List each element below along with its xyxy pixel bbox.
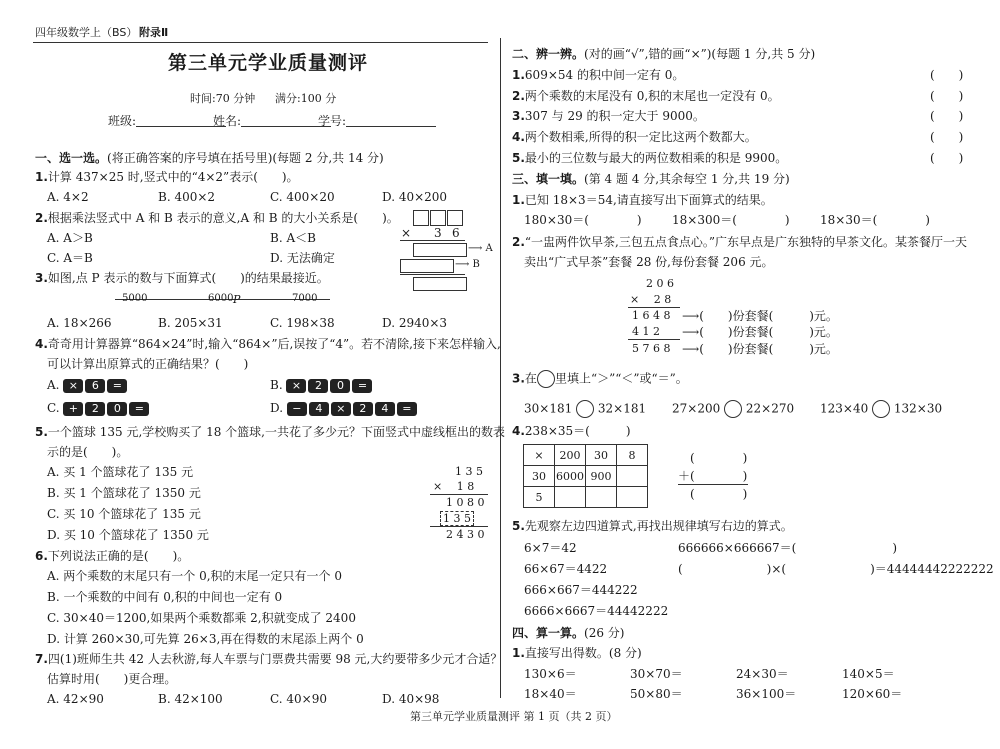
q1-3-option-b[interactable]: B. 205×31 xyxy=(158,316,223,330)
book-tag: 四年级数学上（BS） xyxy=(35,26,138,39)
section-3-heading: 三、填一填。(第 4 题 4 分,其余每空 1 分,共 19 分) xyxy=(512,172,790,186)
q3-5: 5.先观察左边四道算式,再找出规律填写右边的算式。 xyxy=(512,519,793,533)
q3-1-expr-1[interactable]: 180×30＝( ) xyxy=(524,213,642,227)
q1-2-option-c[interactable]: C. A＝B xyxy=(47,251,93,265)
q1-7-option-b[interactable]: B. 42×100 xyxy=(158,692,223,706)
q1-4-option-c[interactable]: C. + 2 0 = xyxy=(47,402,151,416)
pattern-3: 666×667＝444222 xyxy=(524,583,638,597)
q1-2-option-d[interactable]: D. 无法确定 xyxy=(270,251,335,265)
pattern-answer-1[interactable]: 666666×666667＝( ) xyxy=(678,541,898,555)
q1-5-line2: 示的是( )。 xyxy=(47,445,129,459)
q1-2-option-b[interactable]: B. A＜B xyxy=(270,231,316,245)
q1-5: 5.一个篮球 135 元,学校购买了 18 个篮球,一共花了多少元？下面竖式中虚线框出的数表 xyxy=(35,425,505,439)
area-model-grid: × 200 30 8 30 6000 900 5 xyxy=(523,444,648,508)
judge-answer-paren[interactable]: ( ) xyxy=(930,109,964,123)
column-divider xyxy=(500,38,501,698)
oral-calc[interactable]: 130×6＝ xyxy=(524,667,577,681)
page-footer: 第三单元学业质量测评 第 1 页（共 2 页） xyxy=(410,710,618,723)
section-1-heading: 一、选一选。(将正确答案的序号填在括号里)(每题 2 分,共 14 分) xyxy=(35,151,384,165)
partial-1648: 1 6 4 8 xyxy=(632,309,671,322)
multiplier: × 1 8 xyxy=(433,480,475,493)
judge-item: 3.307 与 29 的积一定大于 9000。 xyxy=(512,109,705,123)
digit-box xyxy=(413,210,429,226)
q1-7-option-d[interactable]: D. 40×98 xyxy=(382,692,440,706)
q1-4-option-b[interactable]: B. × 2 0 = xyxy=(270,379,374,393)
digit-box xyxy=(430,210,446,226)
arrow-b-label: ⟶ B xyxy=(455,259,480,270)
judge-answer-paren[interactable]: ( ) xyxy=(930,68,964,82)
fill-row-3[interactable]: ⟶( )份套餐( )元。 xyxy=(682,342,838,356)
compare-3: 123×40 132×30 xyxy=(820,400,942,418)
compare-circle-icon xyxy=(537,370,555,388)
fill-row-2[interactable]: ⟶( )份套餐( )元。 xyxy=(682,325,838,339)
q1-5-option-d[interactable]: D. 买 10 个篮球花了 1350 元 xyxy=(47,528,209,542)
compare-circle-icon[interactable] xyxy=(872,400,890,418)
oral-calc[interactable]: 18×40＝ xyxy=(524,687,577,701)
q1-7-option-a[interactable]: A. 42×90 xyxy=(47,692,104,706)
judge-answer-paren[interactable]: ( ) xyxy=(930,151,964,165)
rule xyxy=(628,339,680,340)
q1-7-option-c[interactable]: C. 40×90 xyxy=(270,692,327,706)
q1-3: 3.如图,点 P 表示的数与下面算式( )的结果最接近。 xyxy=(35,271,329,285)
student-id-field[interactable]: 学号: xyxy=(318,115,436,127)
q4-1: 1.直接写出得数。(8 分) xyxy=(512,646,642,660)
dashed-box-135: 1 3 5 xyxy=(440,511,474,526)
oral-calc[interactable]: 24×30＝ xyxy=(736,667,789,681)
judge-item: 2.两个乘数的末尾没有 0,积的末尾也一定没有 0。 xyxy=(512,89,780,103)
compare-2: 27×200 22×270 xyxy=(672,400,794,418)
q1-1-option-d[interactable]: D. 40×200 xyxy=(382,190,448,204)
tick-6000: 6000 xyxy=(208,293,234,304)
q1-2-option-a[interactable]: A. A＞B xyxy=(47,231,93,245)
compare-1: 30×181 32×181 xyxy=(524,400,646,418)
class-field[interactable]: 班级: xyxy=(108,115,226,127)
q1-2: 2.根据乘法竖式中 A 和 B 表示的意义,A 和 B 的大小关系是( )。 xyxy=(35,211,399,225)
q1-6-option-d[interactable]: D. 计算 260×30,可先算 26×3,再在得数的末尾添上两个 0 xyxy=(47,632,364,646)
compare-circle-icon[interactable] xyxy=(576,400,594,418)
fill-row-1[interactable]: ⟶( )份套餐( )元。 xyxy=(682,309,838,323)
multiplicand-206: 2 0 6 xyxy=(646,277,674,290)
pattern-4: 6666×6667＝44442222 xyxy=(524,604,669,618)
q1-1-option-b[interactable]: B. 400×2 xyxy=(158,190,216,204)
sum-addend-2[interactable]: ＋( ) xyxy=(678,469,748,483)
q1-1-option-a[interactable]: A. 4×2 xyxy=(47,190,89,204)
rule xyxy=(678,484,748,485)
q1-6-option-a[interactable]: A. 两个乘数的末尾只有一个 0,积的末尾一定只有一个 0 xyxy=(47,569,343,583)
exam-score: 满分:100 分 xyxy=(275,92,337,105)
q1-3-option-c[interactable]: C. 198×38 xyxy=(270,316,335,330)
q3-1: 1.已知 18×3＝54,请直接写出下面算式的结果。 xyxy=(512,193,773,207)
oral-calc[interactable]: 50×80＝ xyxy=(630,687,683,701)
q1-4-option-a[interactable]: A. × 6 = xyxy=(47,379,129,393)
rule xyxy=(400,240,465,241)
partial-412: 4 1 2 xyxy=(632,325,660,338)
product-2430: 2 4 3 0 xyxy=(446,528,485,541)
q1-4-line2: 可以计算出原算式的正确结果？( ) xyxy=(47,357,249,371)
multiplicand: 1 3 5 xyxy=(455,465,483,478)
product-5768: 5 7 6 8 xyxy=(632,342,671,355)
digit-box xyxy=(447,210,463,226)
rule xyxy=(430,494,488,495)
judge-item: 1.609×54 的积中间一定有 0。 xyxy=(512,68,685,82)
multiplier-28: × 2 8 xyxy=(630,293,672,306)
q1-6: 6.下列说法正确的是( )。 xyxy=(35,549,190,563)
q1-4: 4.奇奇用计算器算“864×24”时,输入“864×”后,误按了“4”。若不清除,接下来怎样输入, xyxy=(35,337,501,351)
oral-calc[interactable]: 30×70＝ xyxy=(630,667,683,681)
q1-5-option-a[interactable]: A. 买 1 个篮球花了 135 元 xyxy=(47,465,194,479)
page-title: 第三单元学业质量测评 xyxy=(168,52,369,74)
tick-7000: 7000 xyxy=(292,293,318,304)
q1-3-option-d[interactable]: D. 2940×3 xyxy=(382,316,448,330)
partial-1080: 1 0 8 0 xyxy=(446,496,485,509)
product-box xyxy=(413,277,467,291)
section-2-heading: 二、辨一辨。(对的画“√”,错的画“×”)(每题 1 分,共 5 分) xyxy=(512,47,816,61)
q1-7-line2: 估算时用( )更合理。 xyxy=(47,672,177,686)
q3-1-expr-2[interactable]: 18×300＝( ) xyxy=(672,213,790,227)
judge-item: 5.最小的三位数与最大的两位数相乘的积是 9900。 xyxy=(512,151,788,165)
pattern-answer-2[interactable]: ( )×( )＝44444442222222 xyxy=(678,562,994,576)
tick-5000: 5000 xyxy=(122,293,148,304)
q3-4: 4.238×35＝( ) xyxy=(512,424,631,438)
judge-item: 4.两个数相乘,所得的积一定比这两个数都大。 xyxy=(512,130,757,144)
q1-1-option-c[interactable]: C. 400×20 xyxy=(270,190,335,204)
oral-calc[interactable]: 120×60＝ xyxy=(842,687,903,701)
q1-5-option-c[interactable]: C. 买 10 个篮球花了 135 元 xyxy=(47,507,201,521)
digit-6: 6 xyxy=(452,226,460,240)
header-rule xyxy=(33,42,488,43)
q1-4-option-d[interactable]: D. − 4 × 2 4 = xyxy=(270,402,419,416)
pattern-2: 66×67＝4422 xyxy=(524,562,608,576)
oral-calc[interactable]: 36×100＝ xyxy=(736,687,797,701)
appendix-label: 附录Ⅱ xyxy=(139,26,169,39)
judge-answer-paren[interactable]: ( ) xyxy=(930,89,964,103)
section-4-heading: 四、算一算。(26 分) xyxy=(512,626,625,640)
point-p: P xyxy=(233,293,241,306)
judge-answer-paren[interactable]: ( ) xyxy=(930,130,964,144)
partial-product-b-box xyxy=(400,259,454,273)
q3-2-line2: 卖出“广式早茶”套餐 28 份,每份套餐 206 元。 xyxy=(524,255,774,269)
q1-7: 7.四(1)班师生共 42 人去秋游,每人车票与门票费共需要 98 元,大约要带多少元才合适？ xyxy=(35,652,503,666)
times-sign: × xyxy=(401,226,412,240)
q1-5-option-b[interactable]: B. 买 1 个篮球花了 1350 元 xyxy=(47,486,201,500)
q3-2: 2.“一盅两件饮早茶,三包五点食点心。”广东早点是广东独特的早茶文化。某茶餐厅一天 xyxy=(512,235,968,249)
rule xyxy=(628,307,680,308)
name-field[interactable]: 姓名: xyxy=(213,115,331,127)
sum-addend-1[interactable]: ( ) xyxy=(690,451,748,465)
oral-calc[interactable]: 140×5＝ xyxy=(842,667,895,681)
q1-6-option-b[interactable]: B. 一个乘数的中间有 0,积的中间也一定有 0 xyxy=(47,590,283,604)
sum-total[interactable]: ( ) xyxy=(690,487,748,501)
arrow-a-label: ⟶ A xyxy=(468,243,493,254)
rule xyxy=(400,274,465,275)
q3-1-expr-3[interactable]: 18×30＝( ) xyxy=(820,213,930,227)
q1-1: 1.计算 437×25 时,竖式中的“4×2”表示( )。 xyxy=(35,170,299,184)
digit-3: 3 xyxy=(434,226,442,240)
q1-3-option-a[interactable]: A. 18×266 xyxy=(47,316,112,330)
exam-time: 时间:70 分钟 xyxy=(190,92,256,105)
q3-3: 3.在 里填上“＞”“＜”或“＝”。 xyxy=(512,370,688,388)
partial-product-a-box xyxy=(413,243,467,257)
compare-circle-icon[interactable] xyxy=(724,400,742,418)
rule xyxy=(430,526,488,527)
q1-6-option-c[interactable]: C. 30×40＝1200,如果两个乘数都乘 2,积就变成了 2400 xyxy=(47,611,356,625)
pattern-1: 6×7＝42 xyxy=(524,541,577,555)
